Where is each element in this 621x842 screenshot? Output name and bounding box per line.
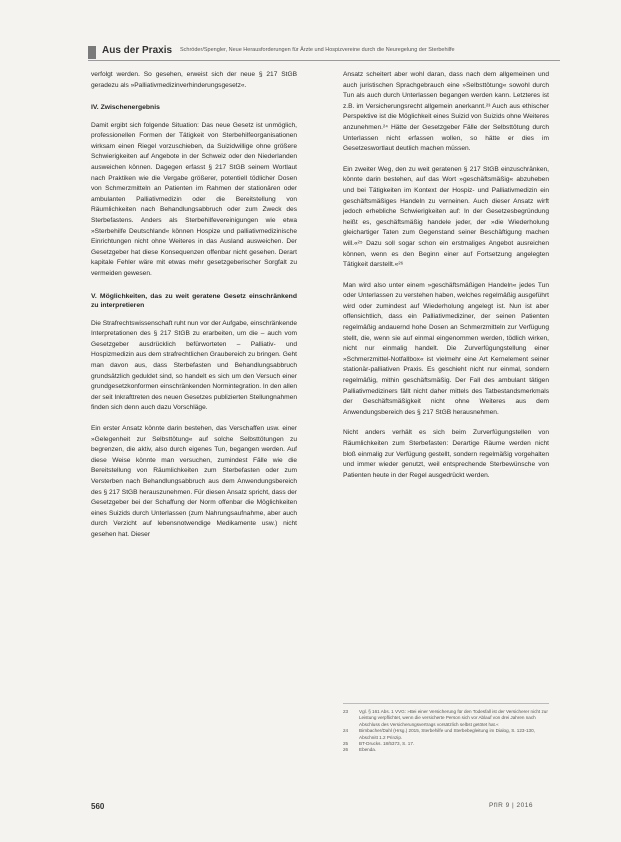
paragraph: Ein erster Ansatz könnte darin bestehen, das Verschaffen usw. einer »Gelegenheit zur Selbsttötung« auf solche Selbsttötungen zu begrenzen, die aktiv, also durch eigenes Tun, begangen werden. Auf diese Weise könnte man versuchen, zumindest Fälle wie die Bereitstellung von Räumlichkeiten zum Sterbefasten oder zum Versterben nach Behandlungsabbruch aus dem Anwendungsbereich des § 217 StGB herauszunehmen. Für diesen Ansatz spricht, dass der Gesetzgeber bei der Schaffung der Norm offenbar die Möglichkeiten eines Suizids durch Unterlassen (zum Nahrungsaufnahme, aber auch durch Verzicht auf lebensnotwendige Medikamente usw.) nicht gesehen hat. Dieser — [91, 424, 297, 538]
running-header — [88, 46, 560, 61]
footnotes — [343, 703, 549, 754]
paragraph: Nicht anders verhält es sich beim Zurverfügungstellen von Räumlichkeiten zum Sterbefasten: Derartige Räume werden nicht bloß einmalig zur Verfügung gestellt, sondern regelmäßig vorgehalten und immer wieder genutzt, weil entsprechende Sterbewünsche von Patienten heute in der Regel ausgedrückt werden. — [343, 429, 549, 479]
section-marker — [88, 46, 96, 59]
footnote-number: 25 — [343, 741, 349, 747]
paragraph: Damit ergibt sich folgende Situation: Das neue Gesetz ist unmöglich, professionellen Formen der Tätigkeit von Sterbehilfeorganisationen wirksam einen Riegel vorzuschieben, da Suizidwillige ohne größere Schwierigkeiten auf Angebote in der Schweiz oder den Niederlanden ausweichen können. Dagegen erfasst § 217 StGB seinem Wortlaut nach Praktiken wie die Vergabe größerer, potentiell tödlicher Dosen von Schmerzmitteln an Patienten im Rahmen der stationären oder ambulanten Palliativmedizin oder die Bereitstellung von Räumlichkeiten nach Behandlungsabbruch oder zum Zweck des Sterbefastens. Anders als Sterbehilfevereinigungen wie etwa »Sterbehilfe Deutschland« können Hospize und palliativmedizinische Einrichtungen nicht ohne Weiteres in das Ausland ausweichen. Der Gesetzgeber hat diese Konsequenzen offenbar nicht gesehen. Derart kapitale Fehler wäre mit etwas mehr gesetzgeberischer Sorgfalt zu vermeiden gewesen. — [91, 121, 297, 277]
footnote-text: Ebenda. — [359, 747, 377, 753]
footnote — [343, 747, 549, 753]
footnote — [343, 728, 549, 741]
running-header-subtitle: Schröder/Spengler, Neue Herausforderungen für Ärzte und Hospizvereine durch die Neuregelung der Sterbehilfe — [180, 47, 455, 53]
section-heading: IV. Zwischenergebnis — [91, 104, 160, 112]
paragraph: Man wird also unter einem »geschäftsmäßigen Handeln« jedes Tun oder Unterlassen zu verstehen haben, welches regelmäßig ausgeführt wird oder zumindest auf Wiederholung angelegt ist. Nun ist aber offensichtlich, dass ein Palliativmediziner, der seinen Patienten regelmäßig andauernd hohe Dosen an Schmerzmitteln zur Verfügung stellt, die, wenn sie auf einmal eingenommen werden, tödlich wirken, nicht nur einmalig handelt. Die Zurverfügungstellung einer »Schmerzmittel-Notfallbox« ist vielmehr eine Art Kernelement seiner stationär-palliativen Praxis. Es geschieht nicht nur einmal, sondern regelmäßig, mithin geschäftsmäßig. Der Fall des ambulant tätigen Palliativmediziners fällt nicht daher mittels des Tatbestandsmerkmals der Geschäftsmäßigkeit nicht ohne Weiteres aus dem Anwendungsbereich des § 217 StGB herausnehmen. — [343, 281, 549, 416]
footnote — [343, 709, 549, 728]
paragraph: Die Strafrechtswissenschaft ruht nun vor der Aufgabe, einschränkende Interpretationen des § 217 StGB zu erarbeiten, um die – auch vom Gesetzgeber ausdrücklich befürworteten – Palliativ- und Hospizmedizin aus dem strafrechtlichen Graubereich zu bringen. Geht man davon aus, dass Sterbefasten und Behandlungsabbruch grundsätzlich geduldet sind, so handelt es sich um den Versuch einer grundgesetzkonformen einschränkenden Normintegration. In den allen der seit Inkrafttreten des neuen Gesetzes publizierten Stellungnahmen finden sich denn auch dazu Vorschläge. — [91, 319, 297, 412]
paragraph: Ein zweiter Weg, den zu weit geratenen § 217 StGB einzuschränken, könnte darin bestehen, auf das Wort »geschäftsmäßig« abzuheben und bei Tätigkeiten im Kontext der Hospiz- und Palliativmedizin ein geschäftsmäßiges Handeln zu verneinen. Auch dieser Ansatz wirft jedoch erhebliche Schwierigkeiten auf: In der Gesetzesbegründung heißt es, geschäftsmäßig handele jeder, der »die Wiederholung gleichartiger Taten zum Gegenstand seiner Beschäftigung machen will.«²⁵ Dazu soll sogar schon ein erstmaliges Angebot ausreichen können, wenn es den Beginn einer auf Fortsetzung angelegten Tätigkeit darstellt.«²⁶ — [343, 165, 549, 269]
section-title: Aus der Praxis — [102, 45, 173, 56]
footnote-number: 26 — [343, 747, 349, 753]
footnote-text: BT-Drucks. 18/5373, S. 17. — [359, 741, 415, 747]
page-number: 560 — [91, 802, 105, 811]
paragraph: Ansatz scheitert aber wohl daran, dass nach dem allgemeinen und auch juristischen Sprachgebrauch eine »Selbsttötung« sowohl durch Tun als auch durch Unterlassen begangen werden kann. Letzteres ist z.B. im Versicherungsrecht allgemein anerkannt.²³ Auch aus ethischer Perspektive ist die Möglichkeit eines Suizid von Suizids ohne Weiteres anzunehmen.²⁴ Hätte der Gesetzgeber Fälle der Selbsttötung durch Unterlassen nicht erfassen wollen, so hätte er dies im Gesetzeswortlaut deutlich machen müssen. — [343, 71, 549, 153]
footnote-text: Vgl. § 161 Abs. 1 VVG: »Bei einer Versicherung für den Todesfall ist der Versicherer nicht zur Leistung verpflichtet, wenn die versicherte Person sich vor Ablauf von drei Jahren nach Abschluss des Versicherungsvertrags vorsätzlich selbst getötet hat.« — [359, 709, 548, 727]
right-column — [343, 70, 549, 491]
footnote-text: Birnbacher/Dahl (Hrsg.) 2015, Sterbehilfe und Sterbebegleitung im Dialog, S. 123-130, Abschnitt 1.2 Prinzip. — [359, 728, 535, 740]
footnote-number: 23 — [343, 709, 349, 714]
left-column — [91, 70, 297, 550]
journal-issue: PflR 9 | 2016 — [489, 802, 533, 809]
footnote-number: 24 — [343, 728, 349, 734]
section-heading: V. Möglichkeiten, das zu weit geratene Gesetz einschränkend zu interpretieren — [91, 292, 297, 310]
paragraph: verfolgt werden. So gesehen, erweist sich der neue § 217 StGB geradezu als »Palliativmedizinverhinderungsgesetz«. — [91, 71, 297, 89]
